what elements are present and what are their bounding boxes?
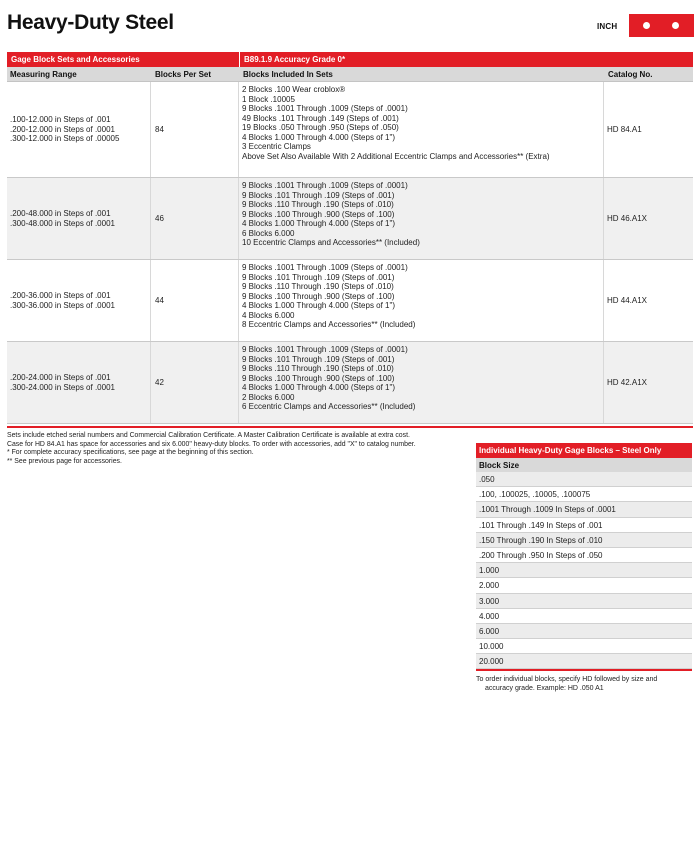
col-header-range: Measuring Range xyxy=(10,70,77,79)
count-cell: 42 xyxy=(151,342,239,423)
individual-note: To order individual blocks, specify HD followed by size and xyxy=(476,676,658,684)
block-line: 9 Blocks .1001 Through .1009 (Steps of .0001) xyxy=(242,345,408,354)
block-line: 4 Blocks 1.000 Through 4.000 (Steps of 1") xyxy=(242,301,396,310)
range-line: .200-36.000 in Steps of .001 xyxy=(10,291,111,300)
list-item: 2.000 xyxy=(476,578,692,593)
list-item: 3.000 xyxy=(476,594,692,609)
list-item: 10.000 xyxy=(476,639,692,654)
list-item: 4.000 xyxy=(476,609,692,624)
range-line: .100-12.000 in Steps of .001 xyxy=(10,115,111,125)
individual-table-header: Block Size xyxy=(476,458,692,472)
range-cell xyxy=(7,82,151,177)
individual-blocks-table xyxy=(476,443,692,693)
sets-table xyxy=(7,82,693,424)
block-line: 10 Eccentric Clamps and Accessories** (Included) xyxy=(242,238,420,247)
section-header-sets: Gage Block Sets and Accessories xyxy=(7,52,239,67)
list-item: .150 Through .190 In Steps of .010 xyxy=(476,533,692,548)
block-line: 9 Blocks .100 Through .900 (Steps of .100) xyxy=(242,373,395,383)
list-item: .1001 Through .1009 In Steps of .0001 xyxy=(476,502,692,517)
col-header-catalog: Catalog No. xyxy=(608,70,653,79)
list-item: .050 xyxy=(476,472,692,487)
catalog-cell: HD 46.A1X xyxy=(607,213,648,223)
block-line: 4 Blocks 1.000 Through 4.000 (Steps of 1") xyxy=(242,219,396,228)
individual-note: accuracy grade. Example: HD .050 A1 xyxy=(485,685,604,693)
range-line: .200-24.000 in Steps of .001 xyxy=(10,373,111,382)
range-line: .300-48.000 in Steps of .0001 xyxy=(10,218,115,228)
unit-label: INCH xyxy=(597,22,618,31)
col-header-blocks: Blocks Included In Sets xyxy=(243,70,333,79)
block-line: 4 Blocks 1.000 Through 4.000 (Steps of 1") xyxy=(242,383,396,392)
count-cell: 84 xyxy=(151,82,239,177)
block-line: 9 Blocks .100 Through .900 (Steps of .100) xyxy=(242,209,395,219)
block-line: Above Set Also Available With 2 Additional Eccentric Clamps and Accessories** (Extra) xyxy=(242,151,550,161)
sets-table-header xyxy=(7,67,693,82)
block-line: 8 Eccentric Clamps and Accessories** (Included) xyxy=(242,320,416,329)
blocks-cell xyxy=(239,178,604,259)
footnote: Sets include etched serial numbers and Commercial Calibration Certificate. A Master Calibration Certificate is available at extra cost. xyxy=(7,432,410,439)
list-item: 6.000 xyxy=(476,624,692,639)
list-item: 20.000 xyxy=(476,654,692,669)
range-line: .300-36.000 in Steps of .0001 xyxy=(10,300,115,310)
block-line: 4 Blocks 6.000 xyxy=(242,310,295,320)
table-bottom-rule xyxy=(7,426,693,428)
range-cell xyxy=(7,342,151,423)
list-item: 1.000 xyxy=(476,563,692,578)
range-cell xyxy=(7,178,151,259)
block-line: 9 Blocks .1001 Through .1009 (Steps of .0001) xyxy=(242,104,408,113)
block-line: 1 Block .10005 xyxy=(242,94,295,104)
individual-table-rule xyxy=(476,669,692,671)
list-item: .100, .100025, .10005, .100075 xyxy=(476,487,692,502)
toggle-dot-icon xyxy=(643,22,650,29)
col-header-count: Blocks Per Set xyxy=(155,70,212,79)
unit-toggle[interactable] xyxy=(629,14,694,37)
range-line: .200-48.000 in Steps of .001 xyxy=(10,209,111,218)
block-line: 9 Blocks .110 Through .190 (Steps of .010) xyxy=(242,364,394,373)
block-line: 9 Blocks .101 Through .109 (Steps of .001) xyxy=(242,190,395,200)
block-line: 6 Eccentric Clamps and Accessories** (Included) xyxy=(242,402,416,411)
blocks-cell xyxy=(239,260,604,341)
toggle-dot-icon xyxy=(672,22,679,29)
blocks-cell xyxy=(239,342,604,423)
individual-table-body xyxy=(476,472,692,669)
block-line: 9 Blocks .100 Through .900 (Steps of .100) xyxy=(242,291,395,301)
footnote: ** See previous page for accessories. xyxy=(7,457,122,465)
block-line: 9 Blocks .110 Through .190 (Steps of .010) xyxy=(242,200,394,209)
list-item: .101 Through .149 In Steps of .001 xyxy=(476,518,692,533)
catalog-cell: HD 42.A1X xyxy=(607,377,648,387)
block-line: 9 Blocks .1001 Through .1009 (Steps of .0001) xyxy=(242,263,408,272)
table-row xyxy=(7,342,693,424)
block-line: 6 Blocks 6.000 xyxy=(242,228,295,238)
catalog-cell: HD 44.A1X xyxy=(607,295,648,305)
block-line: 19 Blocks .050 Through .950 (Steps of .050) xyxy=(242,123,399,132)
blocks-cell xyxy=(239,82,604,177)
list-item: .200 Through .950 In Steps of .050 xyxy=(476,548,692,563)
block-line: 49 Blocks .101 Through .149 (Steps of .001) xyxy=(242,113,399,123)
range-line: .300-12.000 in Steps of .00005 xyxy=(10,134,120,144)
individual-table-title: Individual Heavy-Duty Gage Blocks – Steel Only xyxy=(476,443,692,458)
block-line: 9 Blocks .101 Through .109 (Steps of .001) xyxy=(242,354,395,364)
count-cell: 46 xyxy=(151,178,239,259)
range-cell xyxy=(7,260,151,341)
table-row xyxy=(7,178,693,260)
footnote: Case for HD 84.A1 has space for accessories and six 6.000" heavy-duty blocks. To order with accessories, add "X" to catalog number. xyxy=(7,440,416,448)
block-line: 2 Blocks .100 Wear croblox® xyxy=(242,85,346,94)
block-line: 9 Blocks .101 Through .109 (Steps of .001) xyxy=(242,272,395,282)
range-line: .200-12.000 in Steps of .0001 xyxy=(10,124,115,134)
table-row xyxy=(7,82,693,178)
footnotes xyxy=(7,432,467,466)
block-line: 9 Blocks .110 Through .190 (Steps of .010) xyxy=(242,282,394,291)
block-line: 3 Eccentric Clamps xyxy=(242,142,311,151)
catalog-cell: HD 84.A1 xyxy=(607,124,642,134)
block-line: 2 Blocks 6.000 xyxy=(242,392,295,402)
section-header-accuracy: B89.1.9 Accuracy Grade 0* xyxy=(240,52,693,67)
count-cell: 44 xyxy=(151,260,239,341)
footnote: * For complete accuracy specifications, see page at the beginning of this section. xyxy=(7,449,254,456)
range-line: .300-24.000 in Steps of .0001 xyxy=(10,382,115,392)
block-line: 9 Blocks .1001 Through .1009 (Steps of .0001) xyxy=(242,181,408,190)
table-row xyxy=(7,260,693,342)
page-title: Heavy-Duty Steel xyxy=(7,11,174,34)
block-line: 4 Blocks 1.000 Through 4.000 (Steps of 1") xyxy=(242,132,396,142)
